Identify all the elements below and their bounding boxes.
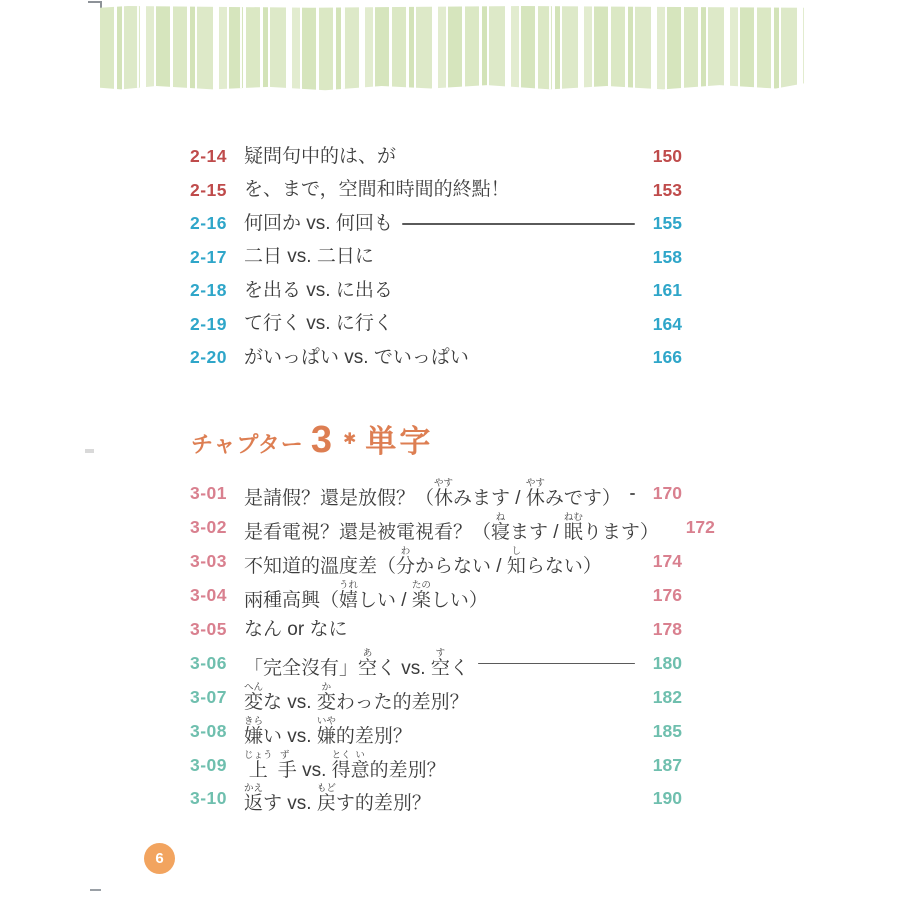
page-number-label: 6 (155, 850, 164, 867)
chapter-title: 単字 (365, 424, 434, 459)
toc-row (190, 646, 682, 680)
chapter3-heading (191, 416, 433, 462)
section-title: 「完全沒有」空あく vs. 空すく (244, 647, 469, 679)
section-number: 2-14 (190, 146, 228, 167)
section-title: を、まで，空間和時間的終點！ (244, 179, 510, 201)
toc-row (190, 207, 682, 241)
toc-row (190, 140, 682, 174)
section-number: 2-17 (190, 246, 228, 267)
section-number: 2-16 (190, 213, 228, 234)
toc-row (190, 748, 682, 782)
section-number: 3-09 (190, 754, 228, 775)
section-number: 3-06 (190, 652, 228, 673)
toc-row (190, 782, 682, 816)
toc-row (190, 174, 682, 208)
page-number: 164 (652, 313, 682, 334)
section-title: 疑問句中的は、が (244, 145, 397, 167)
corner-mark-bottom-left (90, 889, 101, 897)
section-title: 二日 vs. 二日に (244, 246, 374, 268)
toc-chapter3-list (190, 477, 715, 816)
section-number: 2-18 (190, 280, 228, 301)
section-number: 3-08 (190, 720, 228, 741)
section-title: 返かえす vs. 戻もどす的差別？ (244, 783, 431, 815)
section-title: 不知道的溫度差（分わからない / 知しらない） (244, 546, 602, 578)
section-number: 3-10 (190, 788, 228, 809)
corner-mark-top-left (88, 1, 102, 16)
toc-row (190, 613, 682, 647)
section-title: 兩種高興（嬉うれしい / 楽たのしい） (244, 580, 488, 612)
section-title: がいっぱい vs. でいっぱい (244, 346, 469, 368)
leader-line (630, 493, 635, 495)
section-number: 2-15 (190, 179, 228, 200)
decorative-stripe-band (100, 6, 804, 92)
toc-row (190, 714, 682, 748)
toc-row (190, 274, 682, 308)
toc-row (190, 308, 682, 342)
toc-chapter2-list (190, 140, 682, 375)
section-title: 上じょう 手ず vs. 得とく意い的差別？ (244, 749, 446, 781)
page-number: 155 (652, 213, 682, 234)
scan-dash-artifact (85, 449, 94, 453)
page-number: 182 (652, 686, 682, 707)
toc-row (190, 579, 682, 613)
section-number: 3-04 (190, 585, 228, 606)
section-number: 3-07 (190, 686, 228, 707)
chapter-number: 3 (310, 419, 332, 461)
page-number: 170 (652, 483, 682, 504)
page-number: 190 (652, 788, 682, 809)
section-title: 何回か vs. 何回も (244, 212, 393, 234)
toc-row (190, 680, 682, 714)
flower-icon: ✱ (342, 431, 357, 448)
section-number: 3-02 (190, 517, 228, 538)
leader-line (478, 663, 635, 665)
page-number: 150 (652, 146, 682, 167)
page-number: 185 (652, 720, 682, 741)
section-number: 2-20 (190, 347, 228, 368)
section-title: なん or なに (244, 618, 348, 640)
page-number: 178 (652, 619, 682, 639)
toc-row (190, 477, 682, 511)
page-number: 187 (652, 754, 682, 775)
page-number: 174 (652, 551, 682, 572)
toc-row (190, 341, 682, 375)
page-number: 180 (652, 652, 682, 673)
section-title: 是看電視？還是被電視看？（寝ねます / 眠ねむります） (244, 512, 659, 544)
toc-row (190, 241, 682, 275)
section-number: 3-05 (190, 619, 228, 639)
toc-row (190, 511, 715, 545)
page-number: 176 (652, 585, 682, 606)
section-number: 3-03 (190, 551, 228, 572)
chapter-label: チャプター (191, 432, 304, 457)
section-title: 是請假？還是放假？（休やすみます / 休やすみです） (244, 478, 621, 510)
section-title: 変へんな vs. 変かわった的差別？ (244, 681, 469, 713)
section-title: を出る vs. に出る (244, 279, 393, 301)
leader-line (402, 223, 635, 225)
page-number: 172 (685, 517, 715, 538)
page-number: 153 (652, 179, 682, 200)
page-number: 161 (652, 280, 682, 301)
toc-row (190, 545, 682, 579)
page-number: 158 (652, 246, 682, 267)
section-number: 2-19 (190, 313, 228, 334)
section-title: 嫌きらい vs. 嫌いや的差別？ (244, 715, 412, 747)
section-number: 3-01 (190, 483, 228, 504)
page-number: 166 (652, 347, 682, 368)
page-number-badge (144, 843, 175, 874)
section-title: て行く vs. に行く (244, 313, 393, 335)
